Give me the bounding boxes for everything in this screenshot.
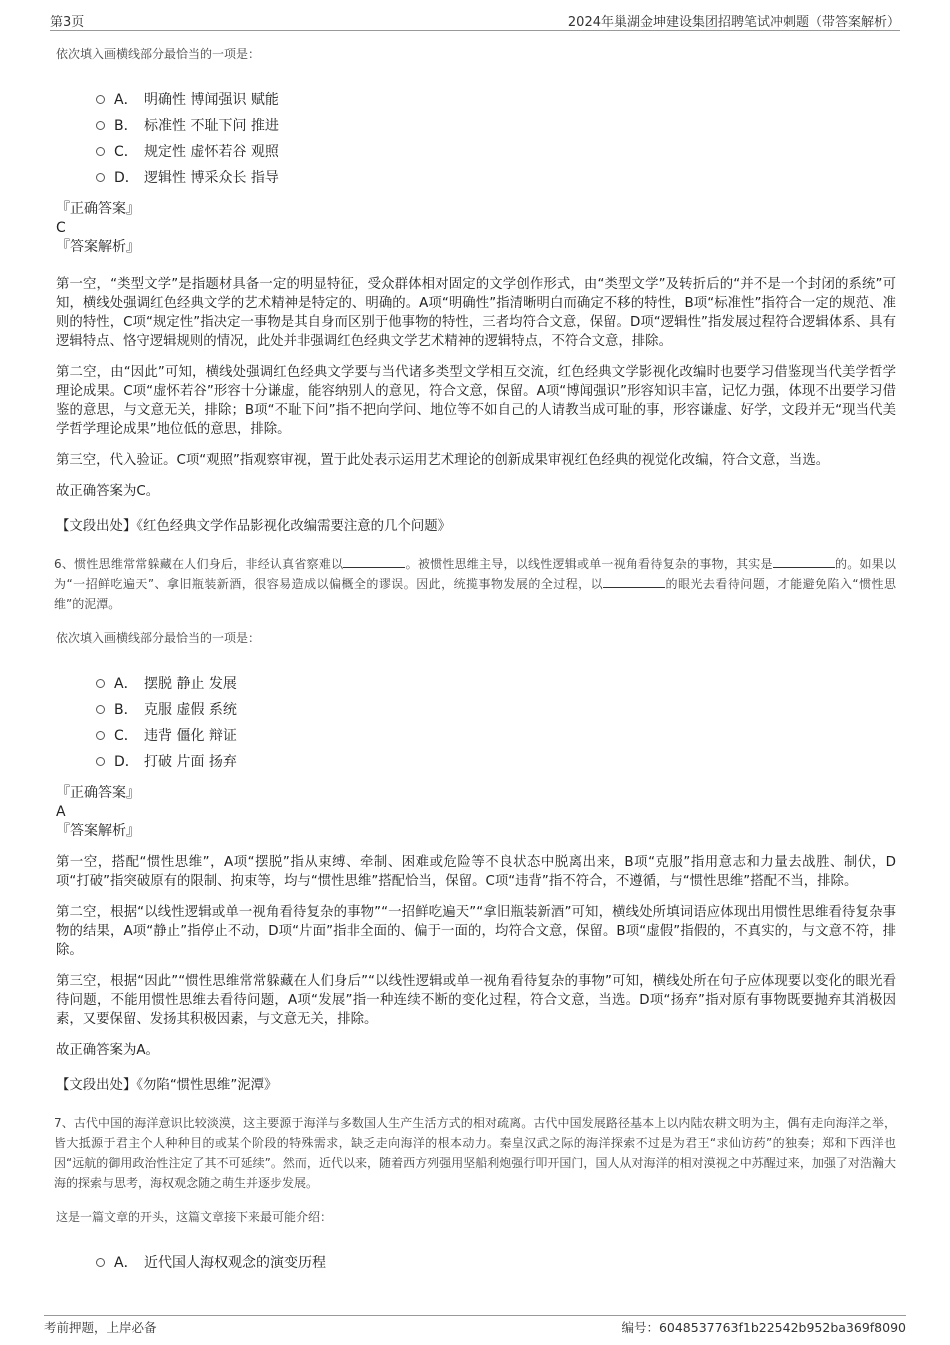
q5-option-c[interactable]: C． 规定性 虚怀若谷 观照 bbox=[96, 138, 896, 164]
q5-answer-label: 『正确答案』 bbox=[56, 201, 140, 217]
q6-conclusion: 故正确答案为A。 bbox=[56, 1043, 159, 1058]
radio-icon[interactable] bbox=[96, 705, 105, 714]
q5-options bbox=[96, 86, 896, 190]
q5-option-d[interactable]: D． 逻辑性 博采众长 指导 bbox=[96, 164, 896, 190]
document-id: 编号：6048537763f1b22542b952ba369f8090 bbox=[621, 1320, 906, 1335]
q5-analysis-3: 第三空，代入验证。C项“观照”指观察审视，置于此处表示运用艺术理论的创新成果审视红色经典的视觉化改编，符合文意，当选。 bbox=[56, 453, 830, 468]
q5-answer: C bbox=[56, 220, 66, 236]
q6-option-b[interactable]: B． 克服 虚假 系统 bbox=[96, 696, 896, 722]
page-content bbox=[56, 44, 896, 1285]
q5-option-a[interactable]: A． 明确性 博闻强识 赋能 bbox=[96, 86, 896, 112]
q5-analysis-2: 第二空，由“因此”可知，横线处强调红色经典文学要与当代诸多类型文学相互交流，红色经典文学影视化改编时也要学习借鉴现当代美学哲学理论成果。C项“虚怀若谷”形容十分谦虚，能容纳别人的意见，符合文意，保留。A项“博闻强识”形容知识丰富，记忆力强，体现不出要学习借鉴的意思，与文意无关，排除；B项“不耻下问”指不把向学问、地位等不如自己的人请教当成可耻的事，形容谦虚、好学，文段并无“现当代美学哲学理论成果”地位低的意思，排除。 bbox=[56, 365, 896, 437]
q6-answer-label: 『正确答案』 bbox=[56, 785, 140, 801]
q7-options bbox=[96, 1249, 896, 1275]
q6-source: 【文段出处】《勿陷“惯性思维”泥潭》 bbox=[56, 1078, 278, 1093]
page-header bbox=[50, 8, 900, 31]
q6-analysis-1: 第一空，搭配“惯性思维”，A项“摆脱”指从束缚、牵制、困难或危险等不良状态中脱离出来，B项“克服”指用意志和力量去战胜、制伏，D项“打破”指突破原有的限制、拘束等，均与“惯性思维”搭配恰当，保留。C项“违背”指不符合，不遵循，与“惯性思维”搭配不当，排除。 bbox=[56, 855, 896, 889]
page-number: 第3页 bbox=[50, 15, 85, 30]
document-title: 2024年巢湖金坤建设集团招聘笔试冲刺题（带答案解析） bbox=[567, 15, 900, 30]
q6-analysis-3: 第三空，根据“因此”“惯性思维常常躲藏在人们身后”“以线性逻辑或单一视角看待复杂的事物”可知，横线处所在句子应体现要以变化的眼光看待问题，不能用惯性思维去看待问题，A项“发展”指一种连续不断的变化过程，符合文意，当选。D项“扬弃”指对原有事物既要抛弃其消极因素，又要保留、发扬其积极因素，与文意无关，排除。 bbox=[56, 974, 896, 1027]
radio-icon[interactable] bbox=[96, 1258, 105, 1267]
footer-slogan: 考前押题，上岸必备 bbox=[44, 1320, 157, 1335]
q6-prompt: 依次填入画横线部分最恰当的一项是： bbox=[56, 631, 261, 645]
q6-option-c[interactable]: C． 违背 僵化 辩证 bbox=[96, 722, 896, 748]
radio-icon[interactable] bbox=[96, 95, 105, 104]
q6-question: 6、惯性思维常常躲藏在人们身后，非经认真省察难以 。被惯性思维主导，以线性逻辑或单一视角看待复杂的事物，其实是 的。如果以为“一招鲜吃遍天”、拿旧瓶装新酒，很容易造成以偏概全的谬误。因此，统揽事物发展的全过程，以 的眼光去看待问题，才能避免陷入“惯性思维”的泥潭。 bbox=[54, 557, 897, 611]
q5-analysis-label: 『答案解析』 bbox=[56, 239, 140, 255]
blank-line bbox=[343, 555, 405, 568]
q6-analysis-2: 第二空，根据“以线性逻辑或单一视角看待复杂的事物”“一招鲜吃遍天”“拿旧瓶装新酒”可知，横线处所填词语应体现出用惯性思维看待复杂事物的结果，A项“静止”指停止不动，D项“片面”指非全面的、偏于一面的，均符合文意，保留。B项“虚假”指假的，不真实的，与文意不符，排除。 bbox=[56, 905, 896, 958]
radio-icon[interactable] bbox=[96, 731, 105, 740]
q7-prompt: 这是一篇文章的开头，这篇文章接下来最可能介绍： bbox=[56, 1210, 333, 1224]
q5-prompt: 依次填入画横线部分最恰当的一项是： bbox=[56, 47, 261, 61]
q5-conclusion: 故正确答案为C。 bbox=[56, 484, 160, 499]
radio-icon[interactable] bbox=[96, 121, 105, 130]
radio-icon[interactable] bbox=[96, 679, 105, 688]
q7-option-a[interactable]: A． 近代国人海权观念的演变历程 bbox=[96, 1249, 896, 1275]
blank-line bbox=[603, 575, 665, 588]
q5-option-b[interactable]: B． 标准性 不耻下问 推进 bbox=[96, 112, 896, 138]
page-footer bbox=[44, 1315, 906, 1336]
q6-analysis-label: 『答案解析』 bbox=[56, 823, 140, 839]
q6-option-a[interactable]: A． 摆脱 静止 发展 bbox=[96, 670, 896, 696]
q6-answer: A bbox=[56, 804, 66, 820]
radio-icon[interactable] bbox=[96, 147, 105, 156]
radio-icon[interactable] bbox=[96, 757, 105, 766]
q5-analysis-1: 第一空，“类型文学”是指题材具备一定的明显特征，受众群体相对固定的文学创作形式，由“类型文学”及转折后的“并不是一个封闭的系统”可知，横线处强调红色经典文学的艺术精神是特定的、明确的。A项“明确性”指清晰明白而确定不移的特性，B项“标准性”指符合一定的规范、准则的特性，C项“规定性”指决定一事物是其自身而区别于他事物的特性，三者均符合文意，保留。D项“逻辑性”指发展过程符合逻辑体系、具有逻辑特点、恪守逻辑规则的情况，此处并非强调红色经典文学艺术精神的逻辑特点，不符合文意，排除。 bbox=[56, 277, 896, 349]
q6-option-d[interactable]: D． 打破 片面 扬弃 bbox=[96, 748, 896, 774]
radio-icon[interactable] bbox=[96, 173, 105, 182]
q5-source: 【文段出处】《红色经典文学作品影视化改编需要注意的几个问题》 bbox=[56, 519, 452, 534]
q6-options bbox=[96, 670, 896, 774]
blank-line bbox=[773, 555, 835, 568]
q7-question: 7、古代中国的海洋意识比较淡漠，这主要源于海洋与多数国人生产生活方式的相对疏离。古代中国发展路径基本上以内陆农耕文明为主，偶有走向海洋之举，皆大抵源于君主个人种种目的或某个阶段的特殊需求，缺乏走向海洋的根本动力。秦皇汉武之际的海洋探索不过是为君王“求仙访药”的独奏；郑和下西洋也因“远航的御用政治性注定了其不可延续”。然而，近代以来，随着西方列强用坚船利炮强行叩开国门，国人从对海洋的相对漠视之中苏醒过来，加强了对浩瀚大海的探索与思考，海权观念随之萌生并逐步发展。 bbox=[54, 1116, 896, 1190]
